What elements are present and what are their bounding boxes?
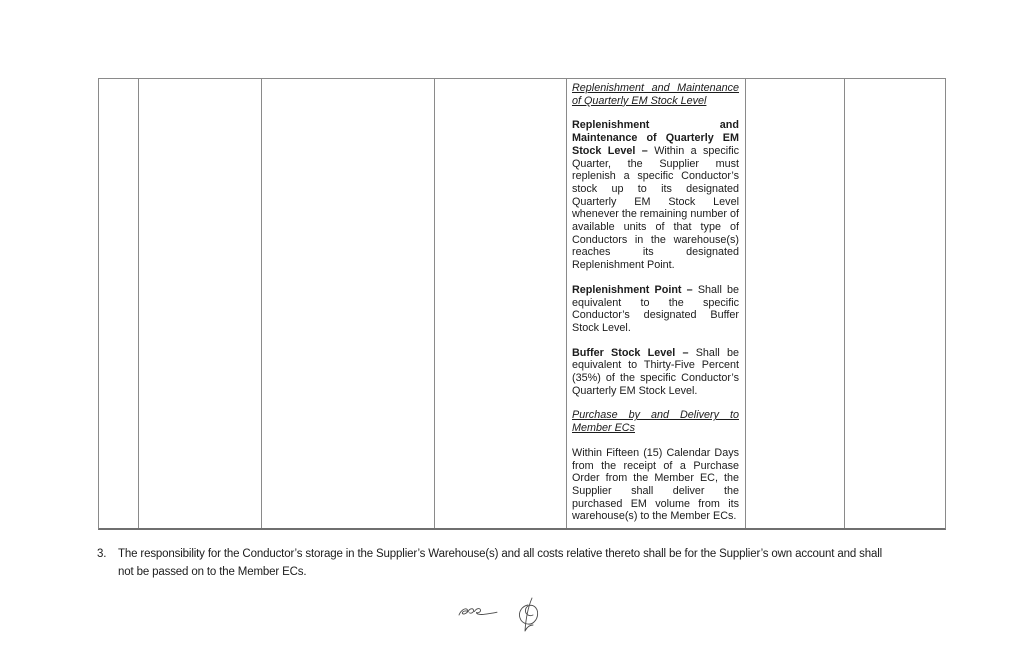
clause-text-line-2: not be passed on to the Member ECs. — [118, 565, 307, 578]
numbered-clause-3 — [97, 546, 967, 581]
handwritten-monogram-mark — [514, 595, 542, 635]
clause-text-line-1: The responsibility for the Conductor’s storage in the Supplier’s Warehouse(s) and all costs relative thereto shall be for the Supplier’s own account and shall — [118, 548, 883, 560]
table-cell-empty-5 — [746, 79, 845, 528]
section-heading-replenishment: Replenishment and Maintenance of Quarterly EM Stock Level — [572, 82, 739, 107]
table-cell-empty-6 — [845, 79, 945, 528]
clause-text — [118, 546, 882, 581]
table-cell-empty-3 — [262, 79, 435, 528]
para-replenishment-maintenance-lead: Replenishment and Maintenance of Quarterly EM Stock Level – — [572, 119, 739, 157]
para-buffer-stock-level-body: Shall be equivalent to Thirty-Five Percent (35%) of the specific Conductor’s Quarterly EM Stock Level. — [572, 346, 739, 397]
table-cell-empty-2 — [139, 79, 262, 528]
para-buffer-stock-level — [572, 347, 739, 398]
table-cell-provisions — [567, 79, 746, 528]
para-replenishment-point-lead: Replenishment Point – — [572, 283, 693, 296]
table-cell-empty-1 — [99, 79, 139, 528]
provisions-text-block — [567, 79, 745, 523]
handwritten-initials-mark — [456, 601, 500, 623]
para-replenishment-point-body: Shall be equivalent to the specific Conductor’s designated Buffer Stock Level. — [572, 283, 739, 334]
para-purchase-delivery: Within Fifteen (15) Calendar Days from the receipt of a Purchase Order from the Member EC, the Supplier shall deliver the purchased EM volume from its warehouse(s) to the Member ECs. — [572, 446, 739, 523]
para-replenishment-maintenance-body: Within a specific Quarter, the Supplier must replenish a specific Conductor’s stock up to its designated Quarterly EM Stock Level whenever the remaining number of available units of that type of Conductors in the warehouse(s) reaches its designated Replenishment Point. — [572, 144, 739, 272]
contract-table — [98, 78, 946, 530]
section-heading-purchase-delivery: Purchase by and Delivery to Member ECs — [572, 409, 739, 435]
para-buffer-stock-level-lead: Buffer Stock Level – — [572, 346, 689, 359]
para-replenishment-point — [572, 284, 739, 335]
para-replenishment-maintenance — [572, 119, 739, 271]
clause-number: 3. — [97, 548, 107, 560]
table-cell-empty-4 — [435, 79, 567, 528]
